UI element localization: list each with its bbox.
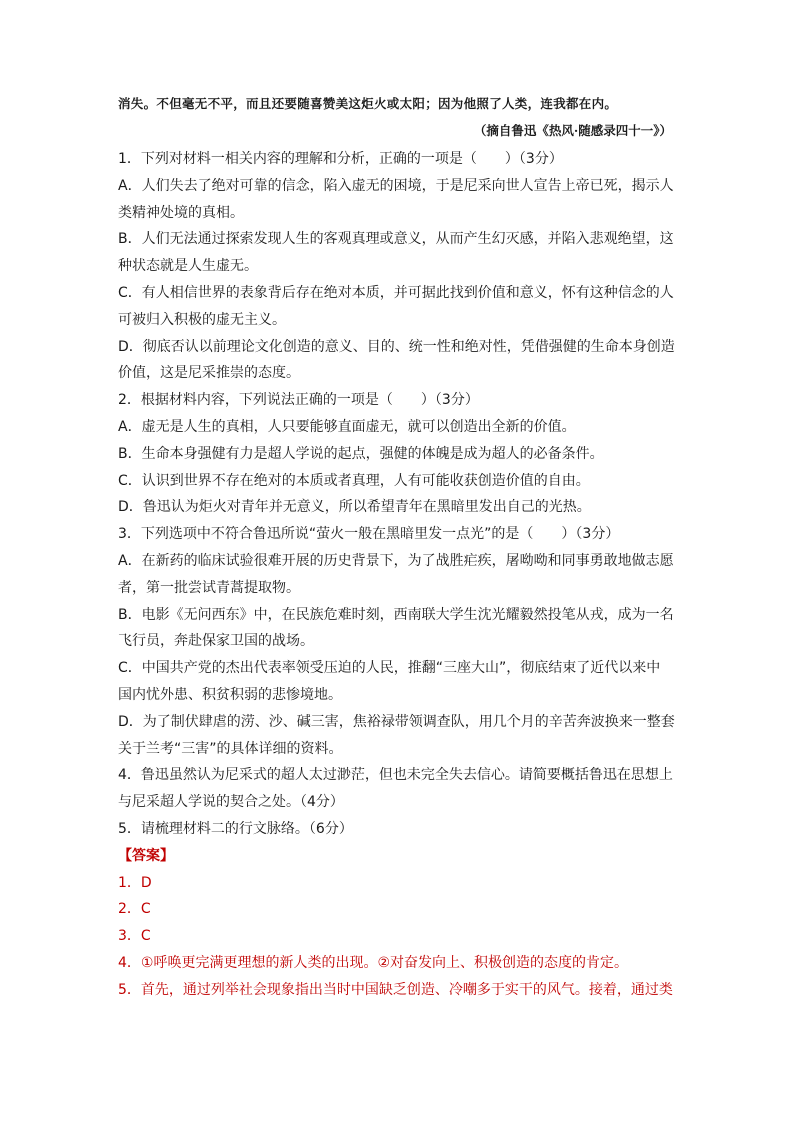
question-3-stem: 3．下列选项中不符合鲁迅所说“萤火一般在黑暗里发一点光”的是（ ）（3分） [118, 526, 620, 543]
question-1-option-d: D．彻底否认以前理论文化创造的意义、目的、统一性和绝对性，凭借强健的生命本身创造 [118, 338, 675, 355]
question-2-stem: 2．根据材料内容，下列说法正确的一项是（ ）（3分） [118, 392, 479, 409]
question-1-option-c: C．有人相信世界的表象背后存在绝对本质，并可据此找到价值和意义，怀有这种信念的人 [118, 284, 674, 301]
question-3-option-d: D．为了制伏肆虐的涝、沙、碱三害，焦裕禄带领调查队，用几个月的辛苦奔波换来一整套 [118, 713, 675, 730]
answer-3: 3．C [118, 928, 151, 945]
quote-text: 消失。不但毫无不平，而且还要随喜赞美这炬火或太阳；因为他照了人类，连我都在内。 [118, 96, 618, 111]
question-4-stem: 与尼采超人学说的契合之处。（4分） [118, 794, 344, 811]
question-1-option-c: 可被归入积极的虚无主义。 [118, 311, 286, 328]
question-1-option-d: 价值，这是尼采推崇的态度。 [118, 365, 300, 382]
question-3-option-b: B．电影《无问西东》中，在民族危难时刻，西南联大学生沈光耀毅然投笔从戎，成为一名 [118, 606, 674, 623]
question-2-option-b: B．生命本身强健有力是超人学说的起点，强健的体魄是成为超人的必备条件。 [118, 445, 604, 462]
answer-5: 5．首先，通过列举社会现象指出当时中国缺乏创造、冷嘲多于实干的风气。接着，通过类 [118, 981, 673, 998]
question-2-option-d: D．鲁迅认为炬火对青年并无意义，所以希望青年在黑暗里发出自己的光热。 [118, 499, 591, 516]
question-3-option-c: C．中国共产党的杰出代表率领受压迫的人民，推翻“三座大山”，彻底结束了近代以来中 [118, 660, 661, 677]
question-2-option-c: C．认识到世界不存在绝对的本质或者真理，人有可能收获创造价值的自由。 [118, 472, 590, 489]
question-3-option-d: 关于兰考“三害”的具体详细的资料。 [118, 740, 343, 757]
question-1-option-a: A．人们失去了绝对可靠的信念，陷入虚无的困境，于是尼采向世人宣告上帝已死，揭示人 [118, 177, 674, 194]
question-3-option-a: 者，第一批尝试青蒿提取物。 [118, 579, 300, 596]
question-3-option-a: A．在新药的临床试验很难开展的历史背景下，为了战胜疟疾，屠呦呦和同事勇敢地做志愿 [118, 552, 674, 569]
question-4-stem: 4．鲁迅虽然认为尼采式的超人太过渺茫，但也未完全失去信心。请简要概括鲁迅在思想上 [118, 767, 673, 784]
question-list [118, 146, 678, 1004]
answer-1: 1．D [118, 874, 152, 891]
question-2-option-a: A．虚无是人生的真相，人只要能够直面虚无，就可以创造出全新的价值。 [118, 418, 576, 435]
question-3-option-c: 国内忧外患、积贫积弱的悲惨境地。 [118, 686, 342, 703]
question-3-option-b: 飞行员，奔赴保家卫国的战场。 [118, 633, 314, 650]
question-1-option-a: 类精神处境的真相。 [118, 204, 244, 221]
answer-heading: 【答案】 [118, 847, 174, 864]
question-5-stem: 5．请梳理材料二的行文脉络。（6分） [118, 820, 353, 837]
question-1-stem: 1．下列对材料一相关内容的理解和分析，正确的一项是（ ）（3分） [118, 151, 563, 167]
question-1-option-b: 种状态就是人生虚无。 [118, 258, 258, 275]
answer-2: 2．C [118, 901, 151, 918]
quote-source: （摘自鲁迅《热风·随感录四十一》） [473, 123, 672, 138]
question-1-option-b: B．人们无法通过探索发现人生的客观真理或意义，从而产生幻灭感，并陷入悲观绝望，这 [118, 231, 674, 248]
answer-4: 4．①呼唤更完满更理想的新人类的出现。②对奋发向上、积极创造的态度的肯定。 [118, 954, 629, 971]
